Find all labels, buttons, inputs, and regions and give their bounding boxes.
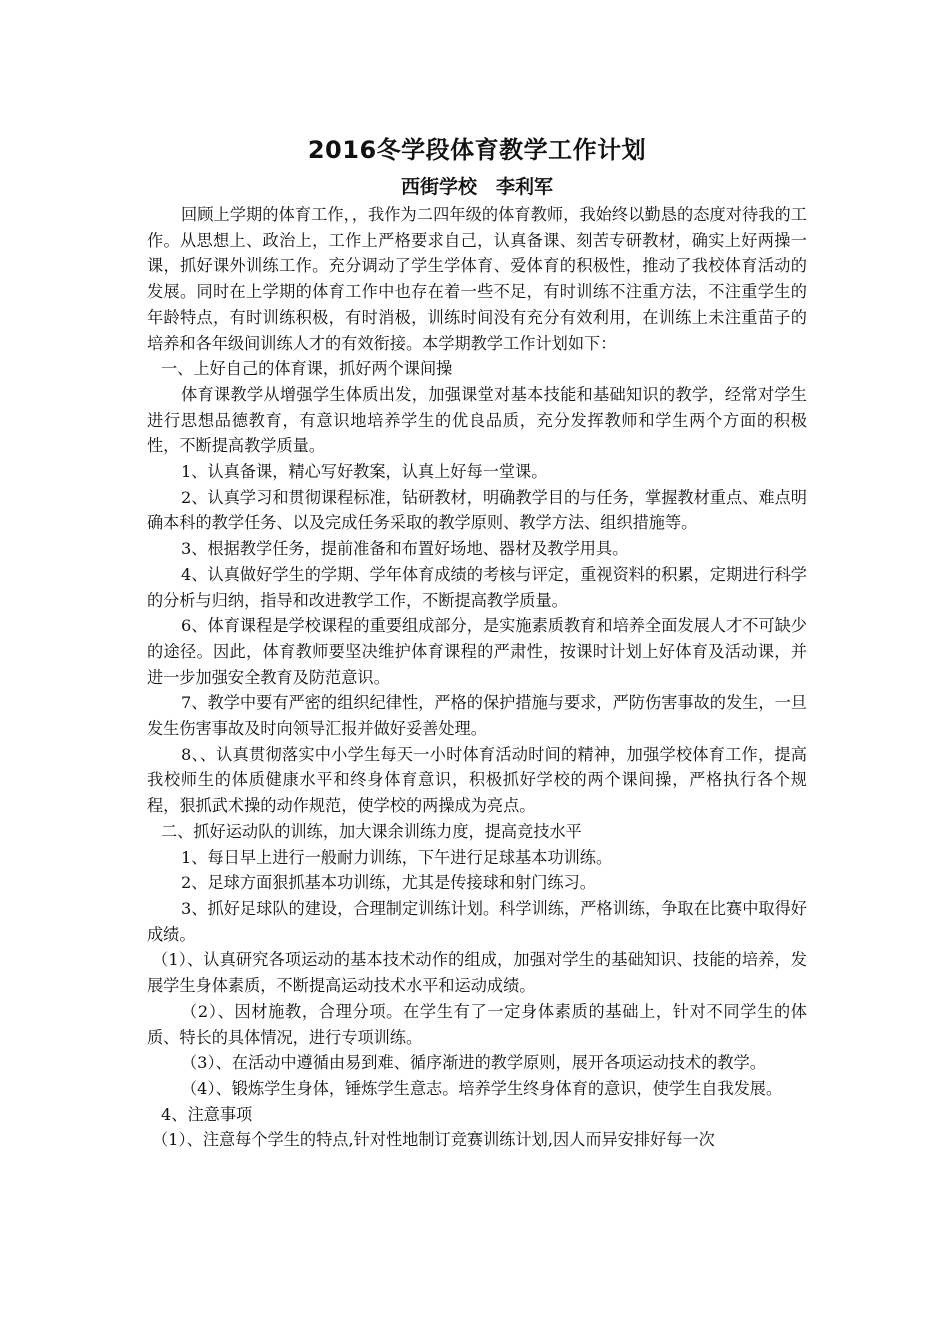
list-item: 6、体育课程是学校课程的重要组成部分，是实施素质教育和培养全面发展人才不可缺少的途径。因此，体育教师要坚决维护体育课程的严肃性，按课时计划上好体育及活动课，并进一步加强安全教育及防范意识。	[147, 616, 807, 687]
sub-list-item: （4）、锻炼学生身体，锤炼学生意志。培养学生终身体育的意识，使学生自我发展。	[181, 1078, 783, 1098]
document-body	[147, 202, 807, 1153]
list-item: 1、每日早上进行一般耐力训练，下午进行足球基本功训练。	[181, 847, 613, 867]
sub-list-item: （1）、认真研究各项运动的基本技术动作的组成，加强对学生的基础知识、技能的培养，发展学生身体素质，不断提高运动技术水平和运动成绩。	[147, 950, 807, 996]
list-item: 1、认真备课，精心写好教案，认真上好每一堂课。	[181, 462, 548, 482]
section-heading-1: 一、上好自己的体育课，抓好两个课间操	[161, 359, 453, 379]
sub-list-item: （3）、在活动中遵循由易到难、循序渐进的教学原则，展开各项运动技术的教学。	[181, 1053, 766, 1073]
sub-list-item: （1）、注意每个学生的特点,针对性地制订竞赛训练计划,因人而异安排好每一次	[152, 1130, 715, 1150]
list-item: 4、认真做好学生的学期、学年体育成绩的考核与评定，重视资料的积累，定期进行科学的分析与归纳，指导和改进教学工作，不断提高教学质量。	[147, 564, 807, 610]
list-item: 3、抓好足球队的建设，合理制定训练计划。科学训练，严格训练，争取在比赛中取得好成绩。	[147, 898, 807, 944]
section-heading-2: 二、抓好运动队的训练，加大课余训练力度，提高竞技水平	[161, 821, 582, 841]
list-item: 7、教学中要有严密的组织纪律性，严格的保护措施与要求，严防伤害事故的发生，一旦发生伤害事故及时向领导汇报并做好妥善处理。	[147, 693, 807, 739]
list-item: 2、认真学习和贯彻课程标准，钻研教材，明确教学目的与任务，掌握教材重点、难点明确本科的教学任务、以及完成任务采取的教学原则、教学方法、组织措施等。	[147, 487, 807, 533]
document-author: 西街学校 李利军	[400, 176, 553, 198]
intro-paragraph: 回顾上学期的体育工作，，我作为二四年级的体育教师，我始终以勤恳的态度对待我的工作。从思想上、政治上，工作上严格要求自己，认真备课、刻苦专研教材，确实上好两操一课，抓好课外训练工作。充分调动了学生学体育、爱体育的积极性，推动了我校体育活动的发展。同时在上学期的体育工作中也存在着一些不足，有时训练不注重方法，不注重学生的年龄特点，有时训练积极，有时消极，训练时间没有充分有效利用，在训练上未注重苗子的培养和各年级间训练人才的有效衔接。本学期教学工作计划如下：	[147, 205, 807, 353]
list-item: 2、足球方面狠抓基本功训练，尤其是传接球和射门练习。	[181, 873, 596, 893]
list-item: 8、、认真贯彻落实中小学生每天一小时体育活动时间的精神，加强学校体育工作，提高我校师生的体质健康水平和终身体育意识，积极抓好学校的两个课间操，严格执行各个规程，狠抓武术操的动作规范，使学校的两操成为亮点。	[147, 744, 807, 816]
list-item: 3、根据教学任务，提前准备和布置好场地、器材及教学用具。	[181, 539, 629, 559]
sub-list-item: （2）、因材施教，合理分项。在学生有了一定身体素质的基础上，针对不同学生的体质、特长的具体情况，进行专项训练。	[147, 1001, 807, 1047]
section-heading-notes: 4、注意事项	[161, 1104, 253, 1124]
document-title: 2016冬学段体育教学工作计划	[307, 136, 647, 164]
paragraph: 体育课教学从增强学生体质出发，加强课堂对基本技能和基础知识的教学，经常对学生进行思想品德教育，有意识地培养学生的优良品质，充分发挥教师和学生两个方面的积极性，不断提高教学质量。	[147, 384, 807, 456]
